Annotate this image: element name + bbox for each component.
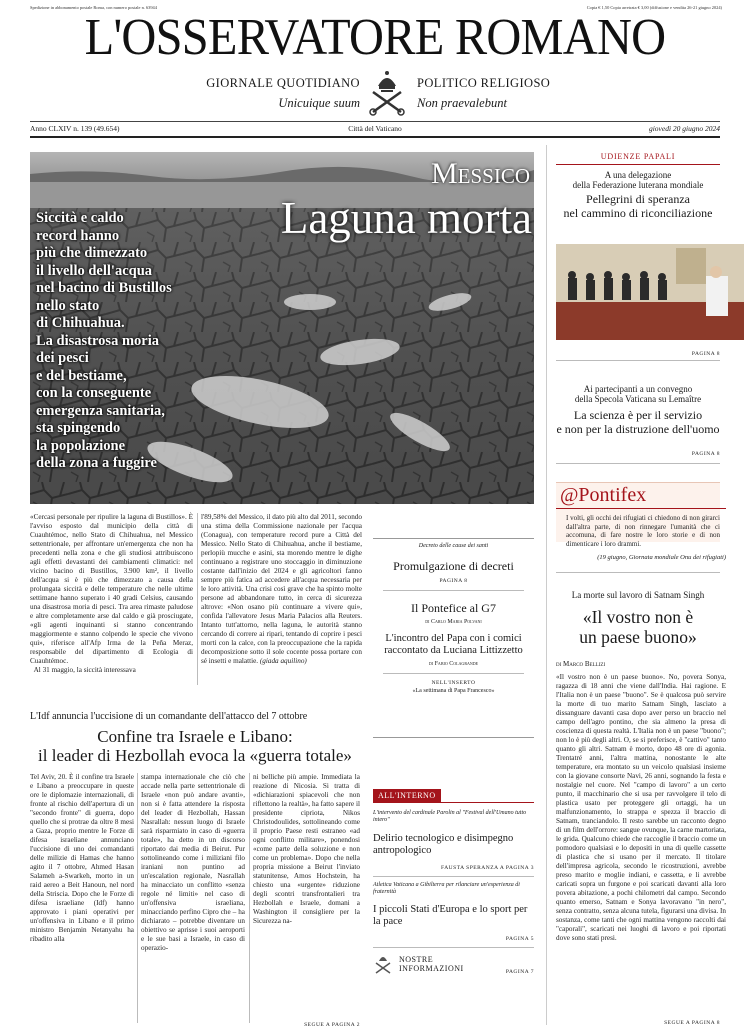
lead-caption-line: la popolazione xyxy=(36,437,126,454)
satnam-continue[interactable]: SEGUE A PAGINA 8 xyxy=(664,1020,720,1026)
israel-kicker: L'Idf annuncia l'uccisione di un comandante dell'attacco del 7 ottobre xyxy=(30,711,308,722)
israel-headline[interactable]: Confine tra Israele e Libano: il leader di Hezbollah evoca la «guerra totale» xyxy=(38,727,352,765)
udienze-label: UDIENZE PAPALI xyxy=(600,152,676,161)
interno-box xyxy=(373,785,534,1028)
lutheran-headline[interactable]: Pellegrini di speranza nel cammino di riconciliazione xyxy=(563,192,713,220)
lead-caption-line: nello stato xyxy=(36,297,100,314)
decreti-page: PAGINA 8 xyxy=(439,578,468,584)
atletica-page: PAGINA 5 xyxy=(505,936,534,942)
pontifex-tweet-source: (19 giugno, Giornata mondiale Onu dei rifugiati) xyxy=(597,554,726,561)
israel-column-3: ni belliche più ampie. Immediata la reazione di Nicosia. Si tratta di «dichiarazioni spiacevoli che non riflettono la realtà», ha fatto sapere il presidente cipriota, Nikos Christodoulides, sottolineando come il proprio Paese resti estraneo «ad ogni conflitto militare», ponendosi «come parte della soluzione e non come un problema». Dopo che nella propria missione a Beirut l'inviato statunitense, Amos Hochstein, ha chiesto una «urgente» riduzione degli scontri transfrontalieri tra Hezbollah e Israele, domani a Washington il consigliere per la Sicurezza na- xyxy=(253,773,360,925)
postal-note: Spedizione in abbonamento postale Roma, con numero postale n. 63944 xyxy=(30,5,157,10)
parolin-title[interactable]: Delirio tecnologico e disimpegno antropologico xyxy=(373,833,514,856)
issue-date: giovedì 20 giugno 2024 xyxy=(648,124,720,133)
audience-photo xyxy=(556,244,744,340)
decreti-kicker: Decreto delle cause dei santi xyxy=(418,543,489,549)
motto-right: Non praevalebunt xyxy=(417,96,507,110)
insert-title[interactable]: «La settimana di Papa Francesco» xyxy=(412,688,495,694)
g7-title[interactable]: Il Pontefice al G7 xyxy=(411,601,496,615)
satnam-headline[interactable]: «Il vostro non è un paese buono» xyxy=(579,607,697,647)
specola-headline[interactable]: La scienza è per il servizio e non per la distruzione dell'uomo xyxy=(556,408,720,436)
nostre-informazioni[interactable]: NOSTRE INFORMAZIONI xyxy=(399,955,464,973)
masthead-subtitle-left: GIORNALE QUOTIDIANO xyxy=(206,76,360,90)
lead-caption-line: dei pesci xyxy=(36,350,89,366)
lead-caption-line: Siccità e caldo xyxy=(36,210,124,226)
nostre-keys-icon xyxy=(373,953,393,975)
pontifex-handle[interactable]: @Pontifex xyxy=(560,484,647,506)
g7-byline: di Carlo Maria Polvani xyxy=(425,619,482,625)
motto-left: Unicuique suum xyxy=(278,96,360,110)
parolin-byline: FAUSTA SPERANZA A PAGINA 3 xyxy=(441,865,534,871)
specola-kicker: Ai partecipanti a un convegno della Specola Vaticana su Lemaître xyxy=(574,384,702,404)
papal-keys-emblem-icon xyxy=(365,68,409,116)
insert-label: NELL'INSERTO xyxy=(431,680,476,686)
lutheran-kicker: A una delegazione della Federazione luterana mondiale xyxy=(572,170,704,190)
israel-column-1: Tel Aviv, 20. È il confine tra Israele e Libano a preoccupare in queste ore le diplomazie internazionali, di fronte al rischio dell'apertura di un "secondo fronte" di guerra, dopo quello che si protrae da oltre 8 mesi a Gaza, proprio mentre le Forze di difesa israeliane annunciano l'uccisione di uno dei comandanti delle milizie di Hamas che hanno agito il 7 ottobre, Ahmed Hasan Salameh a-Swarkeh, morto in un raid aereo a Beit Hanoun, nel nord della Striscia. Dopo che le Forze di difesa israeliane (Idf) hanno approvato i piani operativi per un'offensiva in Libano e il primo ministro Benjamin Netanyahu ha ribadito alla xyxy=(30,773,134,943)
lead-caption-line: della zona a fuggire xyxy=(36,455,157,471)
audience-page: PAGINA 8 xyxy=(691,351,720,357)
pontifex-tweet: I volti, gli occhi dei rifugiati ci chiedono di non girarci dall'altra parte, di non rinnegare l'umanità che ci accomuna, di fare nostre le loro storie e di non dimenticare i loro drammi. xyxy=(566,514,720,548)
specola-page: PAGINA 8 xyxy=(691,451,720,457)
lead-caption-line: con la conseguente xyxy=(36,385,152,401)
dateline-city: Città del Vaticano xyxy=(348,124,402,133)
decreti-title[interactable]: Promulgazione di decreti xyxy=(393,559,514,573)
price-note: Copia € 1,50 Copia arretrata € 3,00 (diffusione e vendita 26-21 giugno 2024) xyxy=(586,5,722,10)
lead-kicker: Messico xyxy=(430,157,530,190)
interno-label: ALL'INTERNO xyxy=(373,789,441,802)
lead-caption-line: e del bestiame, xyxy=(36,367,127,384)
israel-continue[interactable]: SEGUE A PAGINA 2 xyxy=(304,1022,360,1028)
littizzetto-byline: di Fabio Colagrande xyxy=(428,661,479,667)
satnam-text: «Il vostro non è un paese buono». No, povera Sonya, ragazza di 18 anni che viene dall'India. Hai ragione. E l'Italia non è un paese "buono". Se è qualcosa può servire la morte di tuo marito Satnam Singh, lasciato a dissanguare davanti casa dopo aver perso un braccio nel campo dell'agro pontino, che sia almeno la presa di coscienza di questa realtà. L'Italia non è un paese "buono"; non lo è più degli altri. O, se si preferisce, è "cattivo" tanto quanto gli altri. Satnam è morto, dopo 48 ore di agonia. Trentatré anni, l'altra mattina, nonostante le alte temperature, era montato su un veicolo qualsiasi insieme con la giovane consorte Navi, 26 anni, sognando la festa e nostalgie nel cuore. Nel "campo di lavoro" a un certo punto, il macchinario che si usa per ravvolgere il telo di plastica usato per proteggere gli ortaggi, ha un malfunzionamento, lo strappa e spezza il braccio di Satnam, tranciandolo. Il resto sarebbe un racconto degno di un film dell'orrore: sangue ovunque, la carne martoriata, le grida. Qualcuno chiede che raccoglie il braccio come un pomodoro qualsiasi e lo depositi in una di quelle cassette di plastica che si usano per il mercato. Il titolare dell'impresa agricola, secondo le ricostruzioni, avrebbe preso marito e moglie indiani, e cassetta, e li avrebbe caricati sopra un furgone e poi scaricati davanti alla loro povera abitazione, a pochi chilometri dal campo. Secondo quanto emerso, Satnam e Sonya lavoravano "in nero", senza contratto, senza alcuna tutela, figurarsi una divisa. In sostanza, come tanti che ogni mattina vengono raccolti dai "caporali", scaricati nei luoghi di lavoro e poi riportati dove sono stati presi. xyxy=(556,673,726,942)
satnam-byline: di Marco Bellizi xyxy=(556,660,606,668)
lead-column-2: l'89,58% del Messico, il dato più alto dal 2011, secondo una stima della Commissione nazionale per l'acqua (Conagua), con temperature record pure a Città del Messico. Nello Stato di Chihuahua, anche il bestiame, perlopiù mucche e asini, sta morendo mentre le dighe continuano a registrare uno stoccaggio in diminuzione costante dall'inizio del 2024 e gli agricoltori fanno sempre più fatica ad accedere all'acqua necessaria per le loro attività. Una crisi così grave che ha spinto molte persone ad abbandonare tutto, in cerca di sicurezza altrove: «Non osano più continuare a vivere qui», confida l'allevatore Jesus Maria Palacios alla Reuters. Intanto tutt'attorno, nella laguna, le autorità stanno cercando di correre ai ripari, tentando di coprire i pesci morti con la calce, con la preoccupazione che la rapida decomposizione sotto il sole cocente possa portare con sé insetti e malattie. (giada aquilino) xyxy=(201,513,362,665)
lead-caption-line: La disastrosa moria xyxy=(36,332,159,349)
atletica-kicker: Atletica Vaticana a Gibilterra per rilanciare un'esperienza di fraternità xyxy=(373,882,520,895)
masthead-title: L'OSSERVATORE ROMANO xyxy=(84,9,666,66)
lead-headline: Laguna morta xyxy=(280,193,532,243)
parolin-kicker: L'intervento del cardinale Parolin al "Festival dell'Umano tutto intero" xyxy=(373,810,527,823)
lead-caption-line: nel bacino di Bustillos xyxy=(36,280,172,296)
lead-photo-caption xyxy=(36,210,246,473)
lead-caption-line: sta spingendo xyxy=(36,420,121,436)
lead-caption-line: di Chihuahua. xyxy=(36,315,125,331)
nostre-page: PAGINA 7 xyxy=(505,969,534,975)
satnam-kicker: La morte sul lavoro di Satnam Singh xyxy=(571,590,705,600)
lead-column-1: «Cercasi personale per ripulire la laguna di Bustillos». È l'avviso esposto dal municipio della città di Cuauhtémoc, nello Stato di Chihuahua, nel Messico settentrionale, per affrontare un'emergenza che non ha precedenti nella zona e che gli studiosi attribuiscono agli effetti devastanti dei cambiamenti climatici: nel vicino bacino di Bustillos, 3.900 km², il livello dell'acqua si è più che dimezzato a causa della prolungata siccità e delle temperature che nelle ultime settimane hanno superato i 40 gradi Celsius, causando una disastrosa moria di pesci. Tra area rimaste paludose e altre completamente arse dal caldo e già prosciugate, «gli agenti inquinanti si stanno concentrando maggiormente e stanno colpendo le specie che vivono qui», riferisce all'Afp Irma de la Peña Meraz, responsabile del dipartimento di Ecologia di Cuauhtémoc. Al 31 maggio, la siccità interessava xyxy=(30,513,193,674)
lead-caption-line: il livello dell'acqua xyxy=(36,262,153,279)
lead-caption-line: più che dimezzato xyxy=(36,245,148,261)
year-issue: Anno CLXIV n. 139 (49.654) xyxy=(30,124,120,133)
atletica-title[interactable]: I piccoli Stati d'Europa e lo sport per la pace xyxy=(373,904,528,927)
mid-box xyxy=(373,538,534,738)
littizzetto-title[interactable]: L'incontro del Papa con i comici raccontato da Luciana Littizzetto xyxy=(384,633,523,656)
masthead-subtitle-right: POLITICO RELIGIOSO xyxy=(417,76,551,90)
lead-caption-line: record hanno xyxy=(36,227,120,244)
israel-column-2: stampa internazionale che ciò che accade nella parte settentrionale di Israele «non può andare avanti», non si è fatta attendere la risposta del leader di Hezbollah, Hassan Nasrallah: nessun luogo di Israele sarà risparmiato in caso di «guerra totale», ha detto in un discorso riportato dai media di Beirut. Pur sottolineando come i miliziani filo iraniani non puntino ad un'escalation regionale, Nasrallah ha minacciato un conflitto «senza regole né limiti» nel caso di un'offensiva israeliana, minacciando perfino Cipro che – ha dichiarato – potrebbe diventare un obiettivo se aprisse i suoi aeroporti e le sue basi a Israele, in caso di operazio- xyxy=(141,773,245,952)
lead-caption-line: emergenza sanitaria, xyxy=(36,402,165,419)
